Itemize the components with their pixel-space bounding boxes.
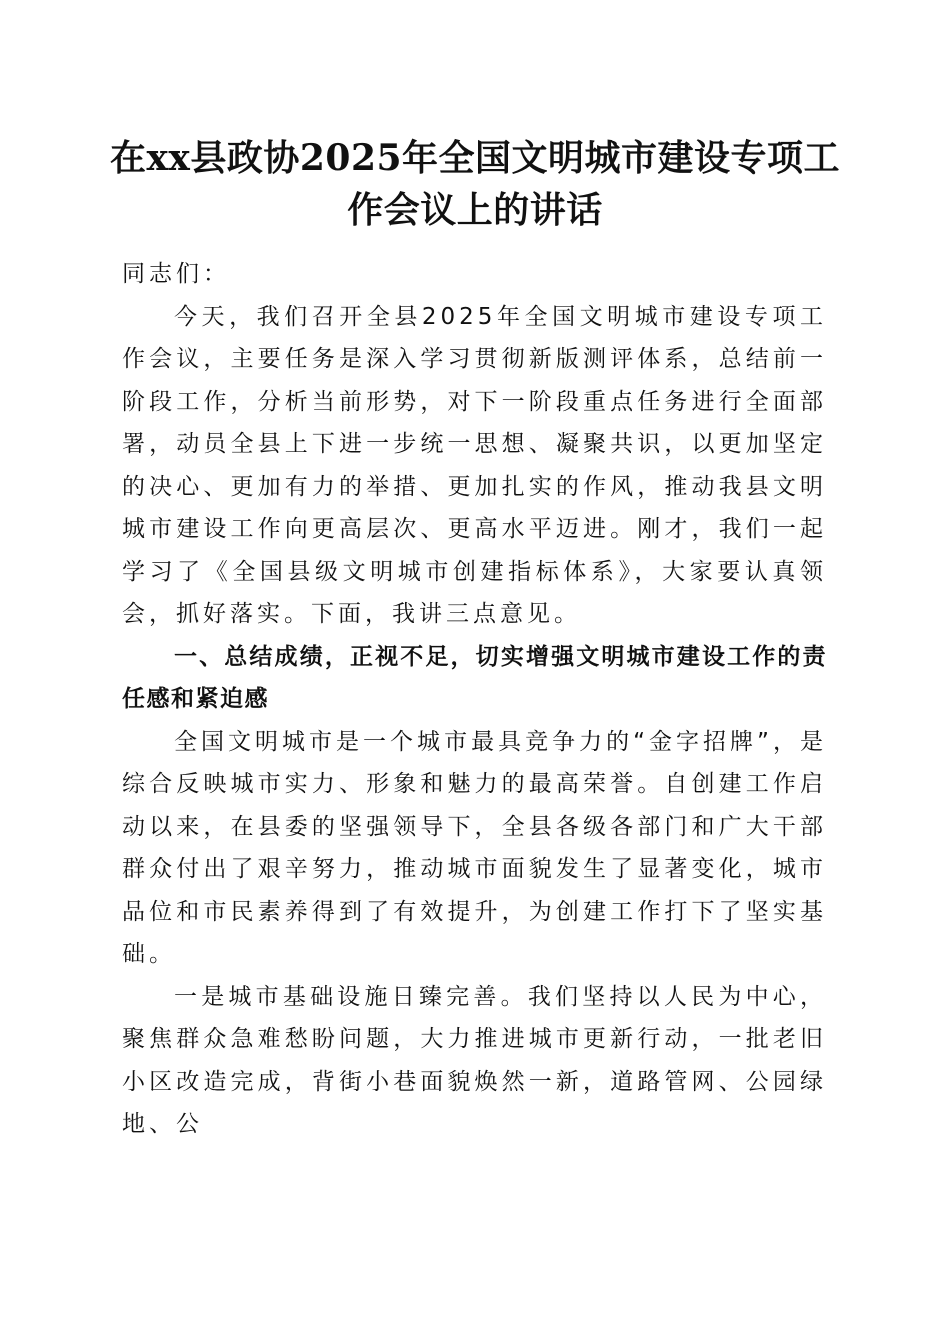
title-line-1: 在xx县政协2025年全国文明城市建设专项工 xyxy=(109,137,841,179)
point-1-paragraph xyxy=(122,976,827,1146)
section-1-heading: 一、总结成绩，正视不足，切实增强文明城市建设工作的责任感和紧迫感 xyxy=(122,643,827,712)
title-line-2: 作会议上的讲话 xyxy=(347,189,603,231)
salutation: 同志们： xyxy=(122,261,230,287)
document-body xyxy=(122,253,827,1146)
point-1-lead: 一是城市基础设施日臻完善。 xyxy=(174,983,528,1010)
section-1-paragraph: 全国文明城市是一个城市最具竞争力的“金字招牌”，是综合反映城市实力、形象和魅力的最高荣誉。自创建工作启动以来，在县委的坚强领导下，全县各级各部门和广大干部群众付出了艰辛努力，推动城市面貌发生了显著变化，城市品位和市民素养得到了有效提升，为创建工作打下了坚实基础。 xyxy=(122,728,827,967)
point-1-body: 我们坚持以人民为中心，聚焦群众急难愁盼问题，大力推进城市更新行动，一批老旧小区改造完成，背街小巷面貌焕然一新，道路管网、公园绿地、公 xyxy=(122,983,828,1137)
document-title xyxy=(100,132,850,236)
intro-paragraph: 今天，我们召开全县2025年全国文明城市建设专项工作会议，主要任务是深入学习贯彻新版测评体系，总结前一阶段工作，分析当前形势，对下一阶段重点任务进行全面部署，动员全县上下进一步统一思想、凝聚共识，以更加坚定的决心、更加有力的举措、更加扎实的作风，推动我县文明城市建设工作向更高层次、更高水平迈进。刚才，我们一起学习了《全国县级文明城市创建指标体系》，大家要认真领会，抓好落实。下面，我讲三点意见。 xyxy=(122,303,827,627)
